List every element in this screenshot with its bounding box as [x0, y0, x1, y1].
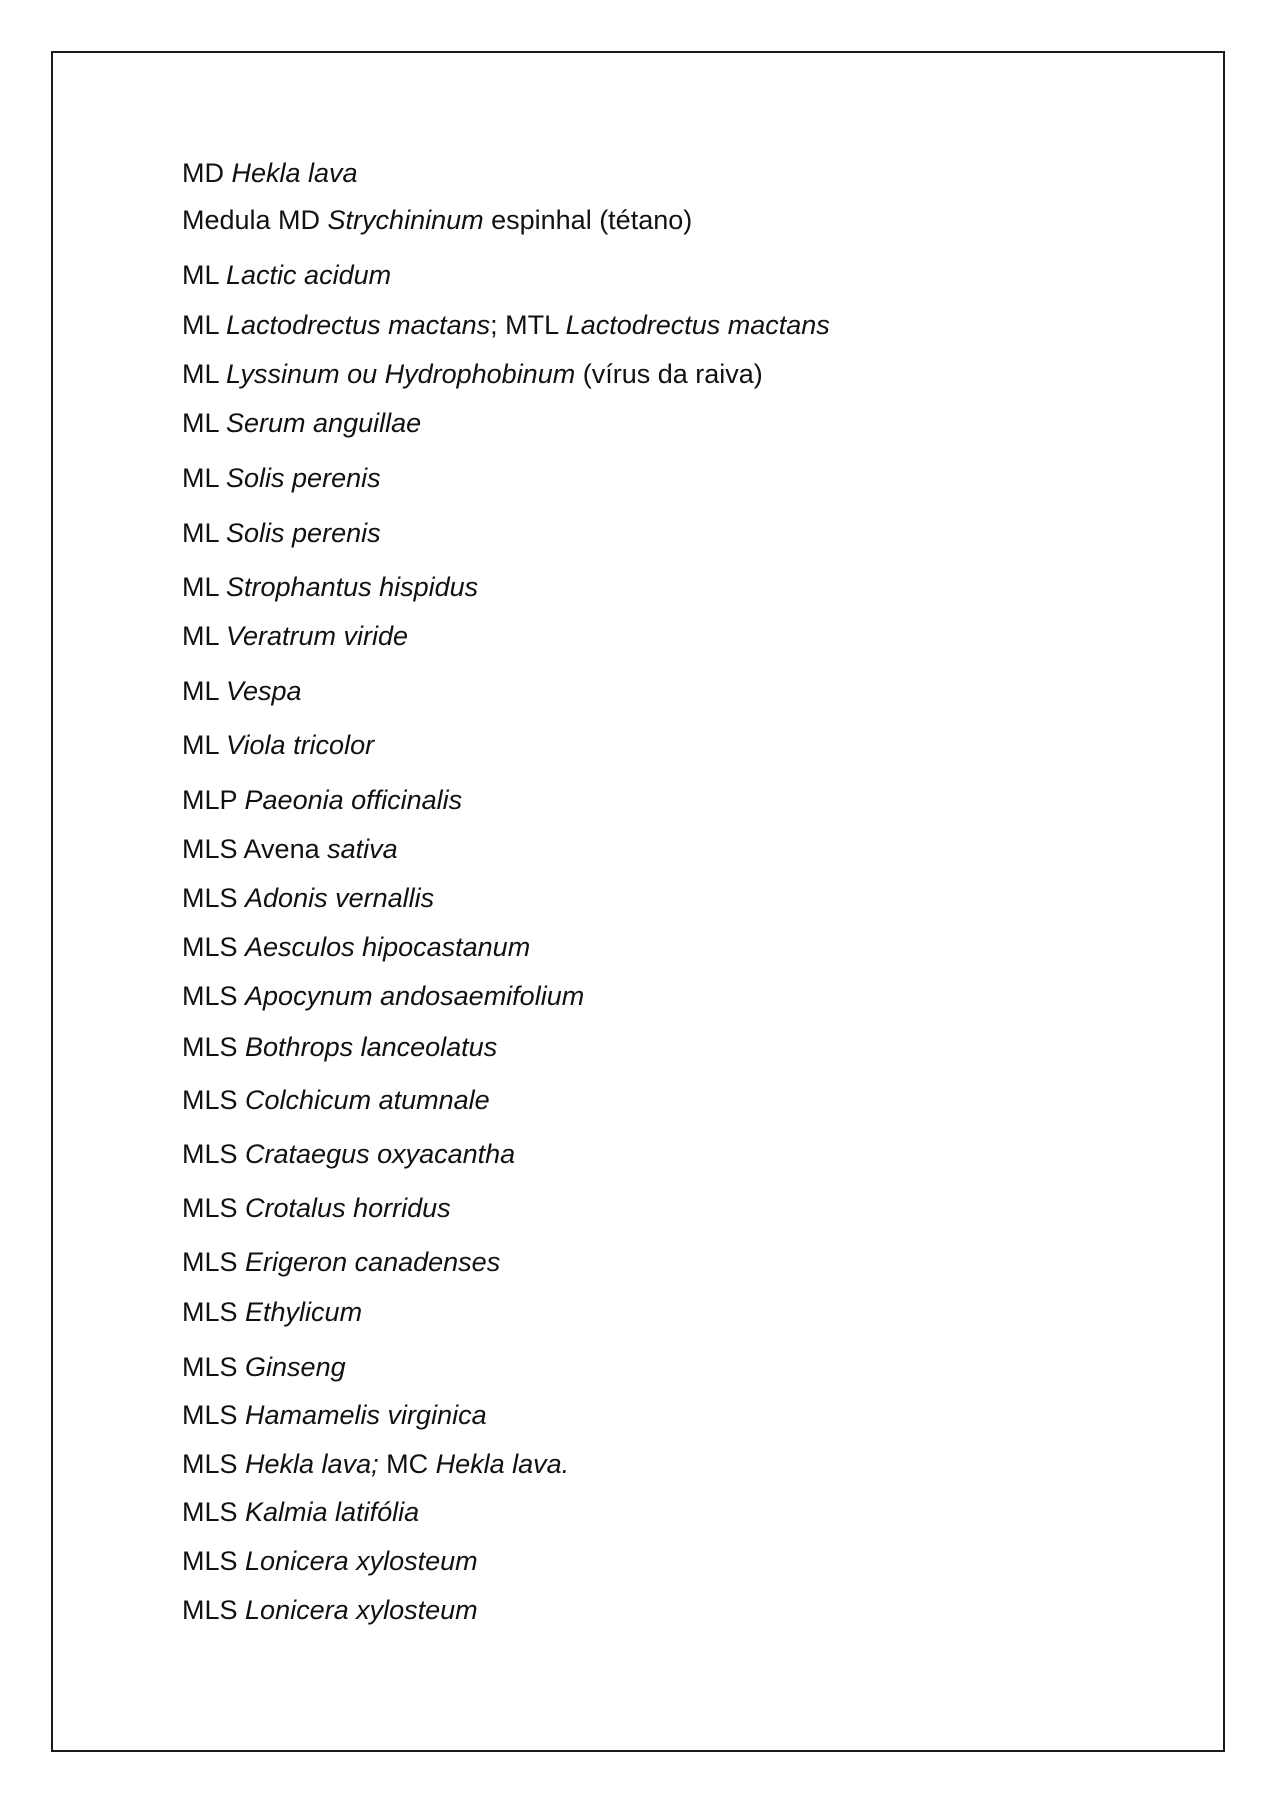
entry-text: MLS — [182, 1297, 246, 1327]
entry-text: ML — [182, 676, 227, 706]
entry-text: MLS — [182, 1400, 246, 1430]
entry-text: MC — [378, 1449, 436, 1479]
entry-text: MLS — [182, 883, 246, 913]
list-item — [182, 619, 408, 653]
list-item — [182, 1544, 478, 1578]
species-name: Ginseng — [245, 1352, 346, 1382]
list-item — [182, 1191, 451, 1225]
species-name: Lonicera xylosteum — [245, 1595, 478, 1625]
list-item — [182, 570, 478, 604]
list-item — [182, 406, 421, 440]
entry-text: MLS — [182, 1497, 246, 1527]
entry-text: MLS — [182, 1595, 246, 1625]
list-item — [182, 1495, 419, 1529]
list-item — [182, 930, 530, 964]
list-item — [182, 1295, 362, 1329]
entry-text: espinhal (tétano) — [483, 205, 693, 235]
entry-text: MLS — [182, 1546, 246, 1576]
species-name: Solis perenis — [226, 518, 381, 548]
entry-text: ML — [182, 572, 227, 602]
list-item — [182, 1398, 487, 1432]
entry-text: ML — [182, 518, 227, 548]
species-name: Lactodrectus mactans — [565, 310, 830, 340]
entry-text: MLS — [182, 1032, 246, 1062]
entry-text: ML — [182, 310, 227, 340]
list-item — [182, 461, 381, 495]
list-item — [182, 308, 830, 342]
species-name: Serum anguillae — [226, 408, 422, 438]
entry-text: ML — [182, 260, 227, 290]
list-item — [182, 203, 692, 237]
entry-text: Medula MD — [182, 205, 328, 235]
entry-text: MD — [182, 158, 232, 188]
species-name: Aesculos hipocastanum — [245, 932, 531, 962]
list-item — [182, 156, 358, 190]
species-name: Lactodrectus mactans — [226, 310, 491, 340]
list-item — [182, 1447, 569, 1481]
list-item — [182, 357, 763, 391]
species-name: Crataegus oxyacantha — [245, 1139, 516, 1169]
species-name: Hekla lava. — [435, 1449, 570, 1479]
entry-text: ML — [182, 621, 227, 651]
list-item — [182, 1350, 346, 1384]
list-item — [182, 881, 434, 915]
entry-text: MLS — [182, 1139, 246, 1169]
list-item — [182, 1137, 515, 1171]
species-name: Hekla lava; — [245, 1449, 379, 1479]
species-name: Adonis vernallis — [245, 883, 435, 913]
entry-text: MLS Avena — [182, 834, 328, 864]
entry-text: MLP — [182, 785, 245, 815]
species-name: Strychininum — [327, 205, 484, 235]
entry-text: ML — [182, 359, 227, 389]
species-name: Strophantus hispidus — [226, 572, 479, 602]
list-item — [182, 1593, 478, 1627]
species-name: sativa — [327, 834, 398, 864]
species-name: Paeonia officinalis — [244, 785, 463, 815]
species-name: Kalmia latifólia — [245, 1497, 420, 1527]
species-name: Colchicum atumnale — [245, 1085, 490, 1115]
entry-text: ; MTL — [490, 310, 566, 340]
species-name: Lactic acidum — [226, 260, 392, 290]
species-name: Ethylicum — [245, 1297, 363, 1327]
species-name: Hamamelis virginica — [245, 1400, 487, 1430]
list-item — [182, 979, 584, 1013]
species-name: Erigeron canadenses — [245, 1247, 501, 1277]
species-name: Hekla lava — [231, 158, 358, 188]
list-item — [182, 258, 391, 292]
entry-text: ML — [182, 730, 227, 760]
entry-text: ML — [182, 408, 227, 438]
list-item — [182, 728, 374, 762]
entry-text: MLS — [182, 981, 246, 1011]
list-item — [182, 1083, 490, 1117]
species-name: Crotalus horridus — [245, 1193, 451, 1223]
species-name: Solis perenis — [226, 463, 381, 493]
species-name: Veratrum viride — [226, 621, 409, 651]
entry-text: MLS — [182, 1449, 246, 1479]
list-item — [182, 1030, 497, 1064]
species-name: Lyssinum ou Hydrophobinum — [226, 359, 576, 389]
species-name: Apocynum andosaemifolium — [245, 981, 585, 1011]
list-item — [182, 783, 462, 817]
list-item — [182, 832, 398, 866]
species-name: Viola tricolor — [226, 730, 375, 760]
entry-text: MLS — [182, 1247, 246, 1277]
species-name: Bothrops lanceolatus — [245, 1032, 498, 1062]
species-name: Vespa — [226, 676, 302, 706]
entry-text: MLS — [182, 1085, 246, 1115]
entry-text: MLS — [182, 1352, 246, 1382]
entry-text: MLS — [182, 1193, 246, 1223]
list-item — [182, 516, 381, 550]
list-item — [182, 1245, 500, 1279]
entry-text: ML — [182, 463, 227, 493]
entry-text: MLS — [182, 932, 246, 962]
list-item — [182, 674, 302, 708]
species-name: Lonicera xylosteum — [245, 1546, 478, 1576]
entry-text: (vírus da raiva) — [575, 359, 763, 389]
